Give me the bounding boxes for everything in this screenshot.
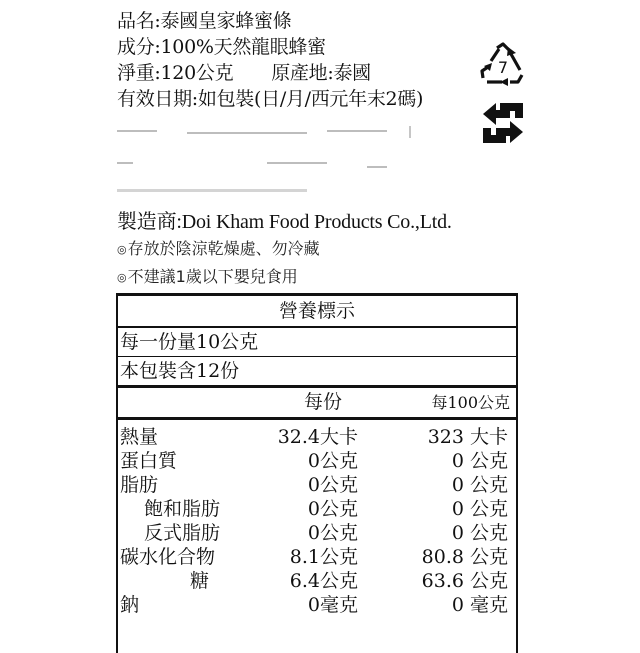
nutrient-row (118, 449, 516, 473)
product-info (117, 8, 517, 112)
nutrient-name: 脂肪 (120, 474, 159, 496)
manufacturer-name: Doi Kham Food Products Co.,Ltd. (181, 211, 452, 233)
servings-per-package: 本包裝含12份 (118, 357, 516, 388)
bullet-icon: ◎ (117, 271, 127, 284)
manufacturer-line (117, 208, 452, 236)
nutrient-row (118, 497, 516, 521)
nutrient-per-serving: 0毫克 (307, 594, 358, 616)
nutrient-row (118, 593, 516, 617)
nutrient-name: 碳水化合物 (120, 546, 216, 568)
nutrient-per-serving: 8.1公克 (289, 546, 358, 568)
recycle-number: 7 (497, 58, 509, 77)
recycling-sort-mark-icon (480, 100, 526, 146)
redacted-line (117, 156, 417, 170)
nutrient-per-100g: 0 公克 (451, 522, 508, 544)
infant-warning-note (117, 266, 298, 289)
nutrition-title: 營養標示 (118, 296, 516, 328)
serving-size: 每一份量10公克 (118, 328, 516, 357)
nutrient-name: 飽和脂肪 (144, 498, 221, 520)
expiry-date: 有效日期:如包裝(日/月/西元年末2碼) (117, 88, 424, 110)
storage-note (117, 238, 320, 261)
nutrient-name: 蛋白質 (120, 450, 178, 472)
storage-text: 存放於陰涼乾燥處、勿冷藏 (127, 239, 320, 258)
nutrient-per-serving: 6.4公克 (289, 570, 358, 592)
nutrient-per-100g: 0 公克 (451, 474, 508, 496)
nutrition-column-header (118, 388, 516, 420)
nutrient-per-serving: 0公克 (307, 474, 358, 496)
per-serving-header: 每份 (303, 391, 342, 413)
nutrient-per-100g: 0 毫克 (451, 594, 508, 616)
manufacturer-label: 製造商: (117, 211, 182, 233)
country-of-origin: 原產地:泰國 (271, 62, 371, 84)
nutrient-name: 糖 (190, 570, 210, 592)
nutrient-per-100g: 0 公克 (451, 450, 508, 472)
nutrient-name: 鈉 (120, 594, 140, 616)
net-weight: 淨重:120公克 (117, 62, 234, 84)
nutrient-row (118, 425, 516, 449)
nutrient-row (118, 473, 516, 497)
product-name: 品名:泰國皇家蜂蜜條 (117, 10, 292, 32)
infant-warning-text: 不建議1歲以下嬰兒食用 (127, 267, 298, 286)
nutrition-table (116, 293, 518, 653)
nutrient-name: 反式脂肪 (144, 522, 221, 544)
nutrient-per-100g: 63.6 公克 (421, 570, 508, 592)
nutrient-row (118, 545, 516, 569)
nutrient-per-serving: 0公克 (307, 450, 358, 472)
per-100g-header: 每100公克 (431, 393, 510, 412)
nutrient-per-serving: 32.4大卡 (277, 426, 358, 448)
nutrient-per-100g: 0 公克 (451, 498, 508, 520)
nutrient-name: 熱量 (120, 426, 159, 448)
recycle-7-icon (478, 42, 528, 88)
nutrient-row (118, 521, 516, 545)
nutrient-per-100g: 80.8 公克 (421, 546, 508, 568)
ingredients: 成分:100%天然龍眼蜂蜜 (117, 36, 326, 58)
redacted-line (117, 183, 417, 197)
redacted-line (117, 126, 417, 140)
nutrient-per-serving: 0公克 (307, 498, 358, 520)
bullet-icon: ◎ (117, 243, 127, 256)
weight-origin-line (117, 60, 517, 86)
nutrient-row (118, 569, 516, 593)
nutrient-list (118, 420, 516, 617)
nutrient-per-100g: 323 大卡 (427, 426, 508, 448)
nutrient-per-serving: 0公克 (307, 522, 358, 544)
